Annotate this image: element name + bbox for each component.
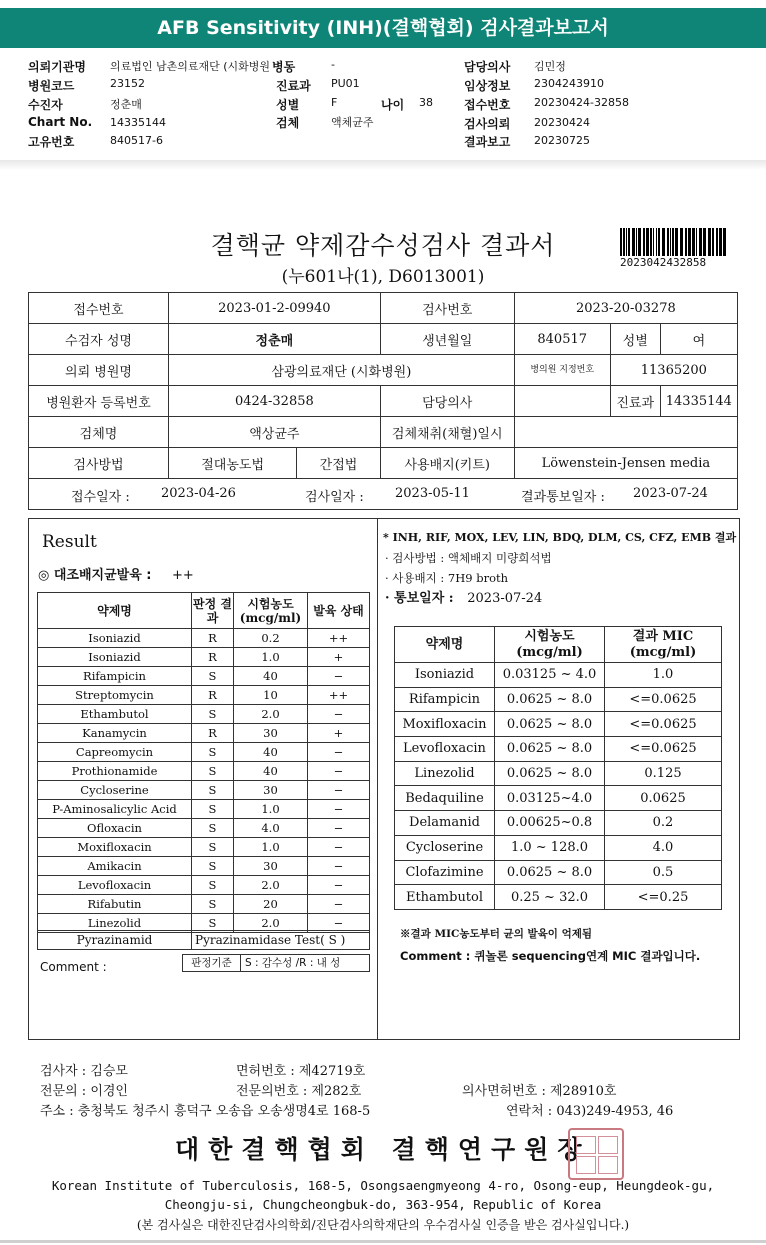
- drug-cell-conc: 30: [234, 857, 308, 876]
- clinical-label: 임상정보: [464, 79, 511, 93]
- sex-value-cell: 여: [660, 324, 737, 355]
- table-row: [38, 686, 370, 705]
- mic-method-line: · 검사방법 : 액체배지 미량희석법: [385, 551, 552, 565]
- drug-cell-judge: S: [192, 819, 234, 838]
- table-row: [395, 712, 722, 737]
- mic-notes: [383, 528, 738, 609]
- drug-cell-conc: 4.0: [234, 819, 308, 838]
- receipt-value: 20230424-32858: [534, 96, 629, 109]
- mic-cell-conc: 0.0625 ~ 8.0: [495, 687, 605, 712]
- name-label: 수검자 성명: [29, 324, 169, 355]
- drug-cell-judge: S: [192, 762, 234, 781]
- mic-cell-mic: 0.2: [605, 811, 722, 836]
- mic-header-line: * INH, RIF, MOX, LEV, LIN, BDQ, DLM, CS, CFZ, EMB 결과: [383, 531, 737, 544]
- table-row: [38, 838, 370, 857]
- request-label: 검사의뢰: [464, 117, 511, 131]
- mic-cell-drug: Cycloserine: [395, 835, 495, 860]
- mic-cell-mic: <=0.0625: [605, 737, 722, 762]
- drug-cell-judge: S: [192, 857, 234, 876]
- receipt-no-label: 접수번호: [29, 293, 169, 324]
- institution-label: 의뢰기관명: [28, 60, 86, 74]
- result-comment-label: Comment :: [40, 960, 107, 974]
- method-value-1: 절대농도법: [169, 448, 297, 479]
- drug-cell-conc: 1.0: [234, 838, 308, 857]
- mic-cell-mic: <=0.0625: [605, 712, 722, 737]
- doctor-label-cell: 담당의사: [380, 386, 514, 417]
- patient-value: 정춘매: [110, 98, 142, 111]
- designated-value: 11365200: [610, 355, 737, 386]
- mic-cell-drug: Clofazimine: [395, 860, 495, 885]
- drug-cell-conc: 2.0: [234, 914, 308, 933]
- bottom-edge: [0, 1240, 766, 1243]
- mic-cell-conc: 0.03125~4.0: [495, 786, 605, 811]
- drug-cell-drug: Rifampicin: [38, 667, 192, 686]
- drug-cell-drug: Moxifloxacin: [38, 838, 192, 857]
- table-row: [395, 835, 722, 860]
- drug-cell-conc: 0.2: [234, 629, 308, 648]
- col-judge: 판정 결과: [192, 593, 234, 629]
- patient-label: 수진자: [28, 98, 63, 112]
- col-growth: 발육 상태: [308, 593, 370, 629]
- control-growth-value: ++: [172, 568, 194, 583]
- drug-cell-drug: P-Aminosalicylic Acid: [38, 800, 192, 819]
- drug-cell-drug: Levofloxacin: [38, 876, 192, 895]
- collect-label: 검체채취(채혈)일시: [380, 417, 514, 448]
- sex-value: F: [331, 96, 338, 109]
- method-label: 검사방법: [29, 448, 169, 479]
- table-row: [38, 667, 370, 686]
- mic-cell-drug: Isoniazid: [395, 663, 495, 688]
- request-value: 20230424: [534, 116, 590, 129]
- barcode-number: 2023042432858: [620, 256, 707, 269]
- drug-cell-conc: 40: [234, 667, 308, 686]
- mic-col-result: 결과 MIC (mcg/ml): [605, 627, 722, 663]
- mic-cell-conc: 0.0625 ~ 8.0: [495, 712, 605, 737]
- drug-cell-conc: 20: [234, 895, 308, 914]
- mic-cell-drug: Moxifloxacin: [395, 712, 495, 737]
- control-growth-label: ◎ 대조배지균발육 :: [38, 568, 152, 583]
- ward-label: 병동: [272, 60, 296, 74]
- document-title: 결핵균 약제감수성검사 결과서: [210, 231, 556, 260]
- table-row: [395, 761, 722, 786]
- hospital-code-value: 23152: [110, 77, 145, 90]
- date-test-label: 검사일자 :: [305, 490, 364, 505]
- col-drug: 약제명: [38, 593, 192, 629]
- sex-label-cell: 성별: [610, 324, 660, 355]
- mic-cell-conc: 0.25 ~ 32.0: [495, 885, 605, 910]
- table-row: [395, 811, 722, 836]
- age-value: 38: [419, 96, 433, 109]
- hospital-value: 삼광의료재단 (시화병원): [169, 355, 515, 386]
- col-conc: 시험농도 (mcg/ml): [234, 593, 308, 629]
- date-receipt: 2023-04-26: [161, 486, 236, 501]
- drug-cell-growth: ++: [308, 629, 370, 648]
- address: 주소 : 충청북도 청주시 흥덕구 오송읍 오송생명4로 168-5: [40, 1104, 371, 1119]
- table-row: [38, 781, 370, 800]
- table-row: [395, 687, 722, 712]
- mic-cell-conc: 0.03125 ~ 4.0: [495, 663, 605, 688]
- table-row: [38, 819, 370, 838]
- institute-address-en-2: Cheongju-si, Chungcheongbuk-do, 363-954, Republic of Korea: [164, 1197, 602, 1212]
- hospital-code-label: 병원코드: [28, 79, 75, 93]
- mic-col-conc: 시험농도 (mcg/ml): [495, 627, 605, 663]
- drug-cell-conc: 2.0: [234, 705, 308, 724]
- scan-edge: [0, 160, 766, 170]
- drug-cell-judge: S: [192, 705, 234, 724]
- drug-cell-growth: −: [308, 743, 370, 762]
- drug-cell-judge: S: [192, 914, 234, 933]
- mic-table: [394, 626, 722, 910]
- drug-cell-growth: −: [308, 838, 370, 857]
- patient-name: 정춘매: [169, 324, 381, 355]
- drug-cell-judge: S: [192, 781, 234, 800]
- specialist: 전문의 : 이경인: [40, 1084, 128, 1099]
- test-no-label: 검사번호: [380, 293, 514, 324]
- institute-name-ko: 대한결핵협회 결핵연구원장: [175, 1135, 591, 1164]
- mic-cell-mic: 0.125: [605, 761, 722, 786]
- drug-cell-drug: Streptomycin: [38, 686, 192, 705]
- table-row: [395, 663, 722, 688]
- table-row: [38, 705, 370, 724]
- dept-value-cell: 14335144: [660, 386, 737, 417]
- drug-cell-judge: S: [192, 800, 234, 819]
- document-subtitle: (누601나(1), D6013001): [281, 267, 485, 287]
- pyrazinamid-name: Pyrazinamid: [38, 931, 192, 949]
- license-no: 면허번호 : 제42719호: [236, 1064, 366, 1079]
- specimen-label-cell: 검체명: [29, 417, 169, 448]
- certification-note: (본 검사실은 대한진단검사의학회/진단검사의학재단의 우수검사실 인증을 받은 검사실입니다.): [136, 1218, 630, 1232]
- drug-cell-growth: −: [308, 705, 370, 724]
- mic-medium-line: · 사용배지 : 7H9 broth: [385, 571, 509, 585]
- hospital-label: 의뢰 병원명: [29, 355, 169, 386]
- drug-cell-drug: Rifabutin: [38, 895, 192, 914]
- table-row: [395, 786, 722, 811]
- table-row: [38, 800, 370, 819]
- drug-cell-judge: S: [192, 743, 234, 762]
- method-value-2: 간접법: [297, 448, 380, 479]
- control-growth: [38, 564, 194, 583]
- report-value: 20230725: [534, 134, 590, 147]
- criteria-value: S : 감수성 /R : 내 성: [245, 957, 341, 969]
- mic-cell-mic: 0.0625: [605, 786, 722, 811]
- institution-value: 의료법인 남촌의료재단 (시화병원: [110, 60, 271, 73]
- birth-value: 840517: [514, 324, 610, 355]
- examiner: 검사자 : 김승모: [40, 1064, 128, 1079]
- drug-cell-conc: 2.0: [234, 876, 308, 895]
- medium-label: 사용배지(키트): [380, 448, 514, 479]
- ward-value: -: [331, 58, 335, 71]
- drug-cell-conc: 10: [234, 686, 308, 705]
- patient-reg-value: 0424-32858: [169, 386, 381, 417]
- mic-cell-drug: Delamanid: [395, 811, 495, 836]
- mic-notify-value: 2023-07-24: [467, 591, 543, 606]
- drug-cell-drug: Linezolid: [38, 914, 192, 933]
- doctor-license-no: 의사면허번호 : 제28910호: [462, 1084, 617, 1099]
- designated-label: 병의원 지정번호: [514, 355, 610, 386]
- pyrazinamid-test: Pyrazinamidase Test( S ): [195, 933, 346, 947]
- drug-cell-conc: 1.0: [234, 800, 308, 819]
- mic-comment: Comment : 퀴놀론 sequencing연계 MIC 결과입니다.: [400, 949, 701, 963]
- official-seal-icon: [568, 1128, 624, 1180]
- dates-row: [29, 479, 738, 510]
- mic-cell-drug: Rifampicin: [395, 687, 495, 712]
- meta-block: [0, 52, 766, 157]
- table-row: [395, 737, 722, 762]
- table-row: [395, 885, 722, 910]
- drug-cell-growth: −: [308, 857, 370, 876]
- drug-cell-drug: Isoniazid: [38, 629, 192, 648]
- drug-cell-growth: +: [308, 648, 370, 667]
- report-label: 결과보고: [464, 135, 511, 149]
- drug-cell-growth: −: [308, 781, 370, 800]
- specimen-value-cell: 액상균주: [169, 417, 381, 448]
- doctor-label: 담당의사: [464, 60, 511, 74]
- dept-value: PU01: [331, 77, 360, 90]
- medium-value: Löwenstein-Jensen media: [514, 448, 737, 479]
- clinical-value: 2304243910: [534, 77, 604, 90]
- drug-cell-conc: 1.0: [234, 648, 308, 667]
- collect-value: [514, 417, 737, 448]
- mic-cell-conc: 0.0625 ~ 8.0: [495, 737, 605, 762]
- pyrazinamid-row: [37, 930, 370, 950]
- table-row: [38, 762, 370, 781]
- chart-label: Chart No.: [28, 115, 93, 129]
- mic-cell-mic: 1.0: [605, 663, 722, 688]
- table-row: [38, 648, 370, 667]
- drug-cell-drug: Prothionamide: [38, 762, 192, 781]
- drug-cell-conc: 30: [234, 781, 308, 800]
- drug-cell-growth: −: [308, 819, 370, 838]
- drug-cell-conc: 40: [234, 762, 308, 781]
- drug-cell-judge: R: [192, 686, 234, 705]
- table-row: [38, 857, 370, 876]
- mic-notify-label: · 통보일자 :: [385, 591, 454, 606]
- drug-cell-growth: +: [308, 724, 370, 743]
- drug-cell-drug: Capreomycin: [38, 743, 192, 762]
- mic-cell-conc: 1.0 ~ 128.0: [495, 835, 605, 860]
- birth-label: 생년월일: [380, 324, 514, 355]
- drug-cell-conc: 40: [234, 743, 308, 762]
- mic-cell-mic: <=0.25: [605, 885, 722, 910]
- institute-address-en-1: Korean Institute of Tuberculosis, 168-5, Osongsaengmyeong 4-ro, Osong-eup, Heungdeok-gu,: [51, 1178, 715, 1193]
- mic-cell-mic: 0.5: [605, 860, 722, 885]
- drug-cell-growth: ++: [308, 686, 370, 705]
- table-row: [38, 876, 370, 895]
- drug-cell-conc: 30: [234, 724, 308, 743]
- receipt-no: 2023-01-2-09940: [169, 293, 381, 324]
- specimen-label: 검체: [276, 116, 300, 130]
- date-report: 2023-07-24: [633, 486, 708, 501]
- contact: 연락처 : 043)249-4953, 46: [506, 1104, 674, 1119]
- drug-cell-drug: Ethambutol: [38, 705, 192, 724]
- mic-note: ※결과 MIC농도부터 균의 발육이 억제됨: [400, 928, 593, 940]
- drug-cell-growth: −: [308, 762, 370, 781]
- drug-cell-judge: S: [192, 876, 234, 895]
- table-row: [38, 629, 370, 648]
- specimen-value: 액체균주: [331, 116, 374, 129]
- drug-cell-drug: Kanamycin: [38, 724, 192, 743]
- result-heading: Result: [42, 532, 97, 552]
- mic-cell-drug: Linezolid: [395, 761, 495, 786]
- dept-label-cell: 진료과: [610, 386, 660, 417]
- mic-notify: [383, 588, 738, 609]
- drug-cell-judge: S: [192, 838, 234, 857]
- table-row: [395, 860, 722, 885]
- drug-cell-drug: Amikacin: [38, 857, 192, 876]
- dept-label: 진료과: [276, 79, 311, 93]
- receipt-label: 접수번호: [464, 98, 511, 112]
- patient-info-table: [28, 292, 738, 510]
- mic-cell-drug: Levofloxacin: [395, 737, 495, 762]
- mic-cell-conc: 0.0625 ~ 8.0: [495, 761, 605, 786]
- mic-cell-mic: <=0.0625: [605, 687, 722, 712]
- mic-cell-conc: 0.0625 ~ 8.0: [495, 860, 605, 885]
- mic-cell-drug: Bedaquiline: [395, 786, 495, 811]
- report-title: AFB Sensitivity (INH)(결핵협회) 검사결과보고서: [0, 8, 766, 48]
- mic-cell-mic: 4.0: [605, 835, 722, 860]
- chart-value: 14335144: [110, 116, 166, 129]
- drug-cell-judge: S: [192, 667, 234, 686]
- age-label: 나이: [381, 98, 405, 112]
- drug-cell-drug: Isoniazid: [38, 648, 192, 667]
- drug-cell-drug: Ofloxacin: [38, 819, 192, 838]
- mic-cell-drug: Ethambutol: [395, 885, 495, 910]
- barcode-icon: [620, 228, 728, 256]
- date-receipt-label: 접수일자 :: [71, 490, 130, 505]
- mic-col-drug: 약제명: [395, 627, 495, 663]
- drug-cell-judge: R: [192, 724, 234, 743]
- table-row: [38, 724, 370, 743]
- doctor-value-cell: [514, 386, 610, 417]
- unique-value: 840517-6: [110, 134, 163, 147]
- criteria-box: [182, 954, 370, 972]
- criteria-label: 판정기준: [183, 955, 241, 971]
- table-row: [38, 895, 370, 914]
- drug-cell-growth: −: [308, 876, 370, 895]
- sex-label: 성별: [276, 98, 300, 112]
- table-row: [38, 743, 370, 762]
- drug-susceptibility-table: [37, 592, 370, 933]
- date-test: 2023-05-11: [395, 486, 470, 501]
- drug-cell-judge: S: [192, 895, 234, 914]
- date-report-label: 결과통보일자 :: [521, 490, 605, 505]
- test-no: 2023-20-03278: [514, 293, 737, 324]
- result-divider: [377, 518, 378, 1040]
- drug-cell-growth: −: [308, 667, 370, 686]
- drug-cell-judge: R: [192, 648, 234, 667]
- patient-reg-label: 병원환자 등록번호: [29, 386, 169, 417]
- drug-cell-drug: Cycloserine: [38, 781, 192, 800]
- drug-cell-growth: −: [308, 914, 370, 933]
- drug-cell-growth: −: [308, 895, 370, 914]
- specialist-no: 전문의번호 : 제282호: [236, 1084, 362, 1099]
- unique-label: 고유번호: [28, 135, 75, 149]
- drug-cell-judge: R: [192, 629, 234, 648]
- doctor-value: 김민정: [534, 60, 566, 73]
- mic-cell-conc: 0.00625~0.8: [495, 811, 605, 836]
- drug-cell-growth: −: [308, 800, 370, 819]
